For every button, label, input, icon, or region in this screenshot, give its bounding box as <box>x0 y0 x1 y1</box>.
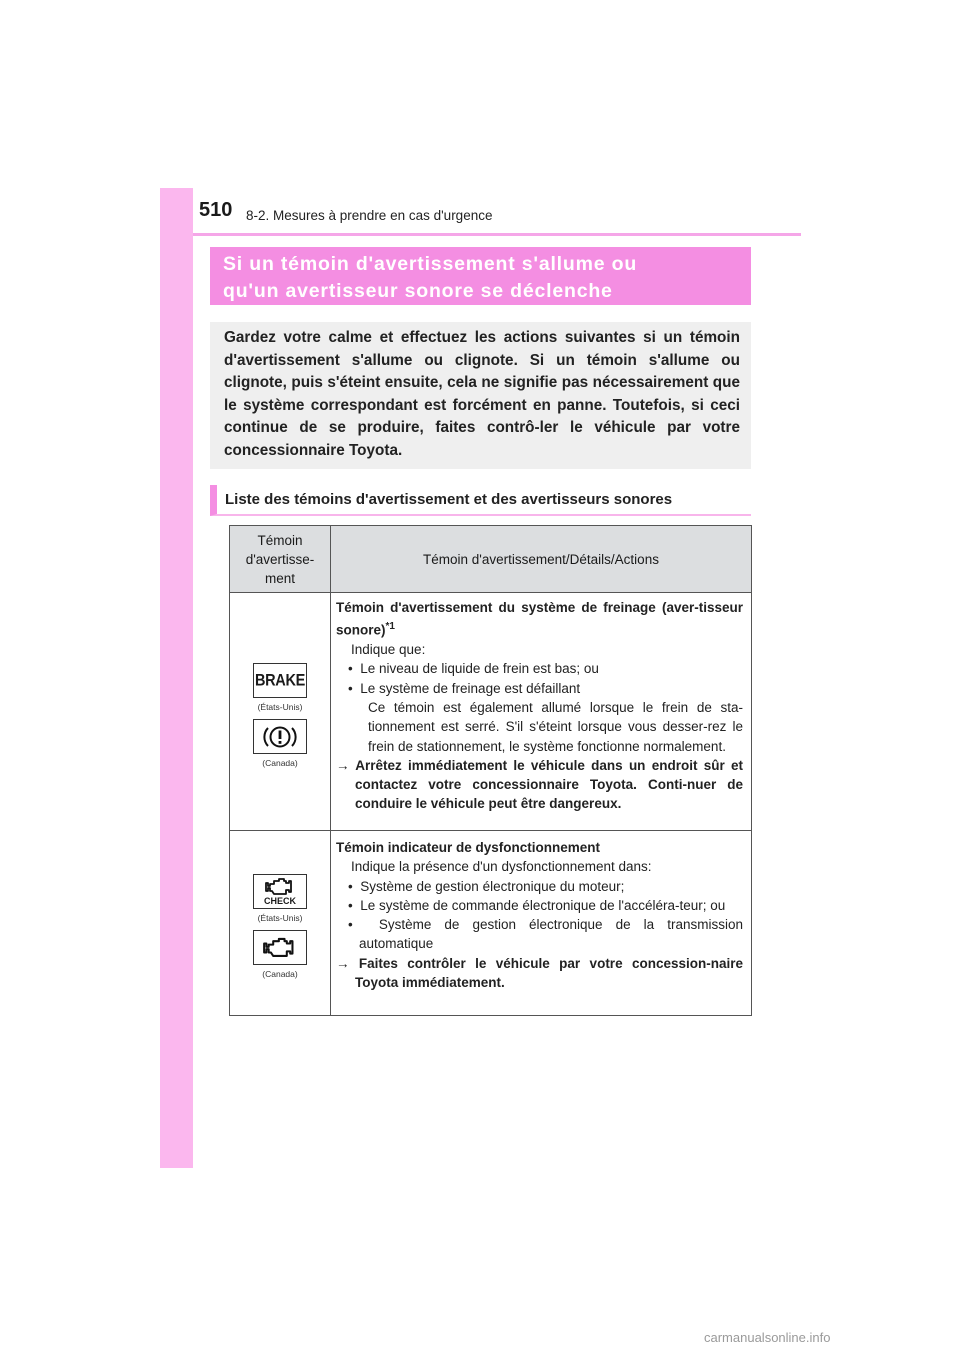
brake-icon-text: BRAKE <box>254 671 306 690</box>
col-header-indicator <box>230 526 331 593</box>
indicator-title: Témoin d'avertissement du système de freinage (aver-tisseur sonore)$^{*1}$ <box>336 600 743 638</box>
footnote-mark: *1 <box>385 621 395 633</box>
chapter-title: 8-2. Mesures à prendre en cas d'urgence <box>246 208 493 223</box>
check-icon-text: CHECK <box>263 895 296 906</box>
section-title <box>210 247 751 305</box>
section-title-line1: Si un témoin d'avertissement s'allume ou <box>223 253 638 275</box>
col1-header-line1: Témoin <box>257 532 303 548</box>
caption-us: (États-Unis) <box>257 702 303 712</box>
details-cell <box>331 593 752 831</box>
indicator-cell <box>230 593 331 831</box>
brake-indicator-icon <box>253 663 307 698</box>
indicator-title: Témoin indicateur de dysfonctionnement <box>336 840 601 855</box>
details-cell <box>331 831 752 1016</box>
list-item: • Le système de commande électronique de l'accéléra-teur; ou <box>348 897 726 913</box>
col-header-details: Témoin d'avertissement/Détails/Actions <box>331 526 752 593</box>
check-engine-us-icon <box>253 874 307 909</box>
indicates-label: Indique la présence d'un dysfonctionnement dans: <box>351 859 652 875</box>
list-item: • Le système de freinage est défaillant <box>348 680 581 696</box>
caption-canada: (Canada) <box>262 758 298 768</box>
list-item: • Le niveau de liquide de frein est bas; ou <box>348 661 599 677</box>
table-row <box>230 593 752 831</box>
section-title-line2: qu'un avertisseur sonore se déclenche <box>223 280 613 302</box>
action-text: → Arrêtez immédiatement le véhicule dans un endroit sûr et contactez votre concessionnaire Toyota. Conti-nuer de conduire le véhicule peut être dangereux. <box>336 757 743 812</box>
table-row <box>230 831 752 1016</box>
header-rule <box>193 233 801 236</box>
caption-canada: (Canada) <box>262 969 298 979</box>
caption-us: (États-Unis) <box>257 913 303 923</box>
side-tab-band <box>160 188 193 1168</box>
indicator-cell <box>230 831 331 1016</box>
intro-paragraph: Gardez votre calme et effectuez les actions suivantes si un témoin d'avertissement s'allume ou clignote. Si un témoin s'allume ou clignote, puis s'éteint ensuite, cela ne signifie pas nécessairement que le système correspondant est forcément en panne. Toutefois, si ceci continue de se produire, faites contrô-ler le véhicule par votre concessionnaire Toyota. <box>210 322 751 469</box>
table-header-row <box>230 526 752 593</box>
indicates-label: Indique que: <box>351 642 426 658</box>
list-item: • Système de gestion électronique du moteur; <box>348 878 625 894</box>
engine-icon <box>265 878 295 896</box>
brake-warning-icon <box>253 719 307 754</box>
exclamation-circle-icon <box>260 722 300 752</box>
action-text: → Faites contrôler le véhicule par votre concession-naire Toyota immédiatement. <box>336 955 743 991</box>
list-item: • Système de gestion électronique de la transmission automatique <box>348 917 743 952</box>
warning-table <box>229 525 752 1016</box>
note-text: Ce témoin est également allumé lorsque le frein de sta-tionnement est serré. S'il s'éteint lorsque vous desser-rez le frein de stationnement, le système fonctionne normalement. <box>368 699 743 754</box>
list-heading: Liste des témoins d'avertissement et des avertisseurs sonores <box>210 485 751 516</box>
engine-icon <box>263 937 297 959</box>
check-engine-canada-icon <box>253 930 307 965</box>
col1-header-line2: d'avertisse- <box>245 551 315 567</box>
watermark: carmanualsonline.info <box>704 1330 831 1345</box>
col1-header-line3: ment <box>264 570 295 586</box>
page-number: 510 <box>199 199 233 221</box>
